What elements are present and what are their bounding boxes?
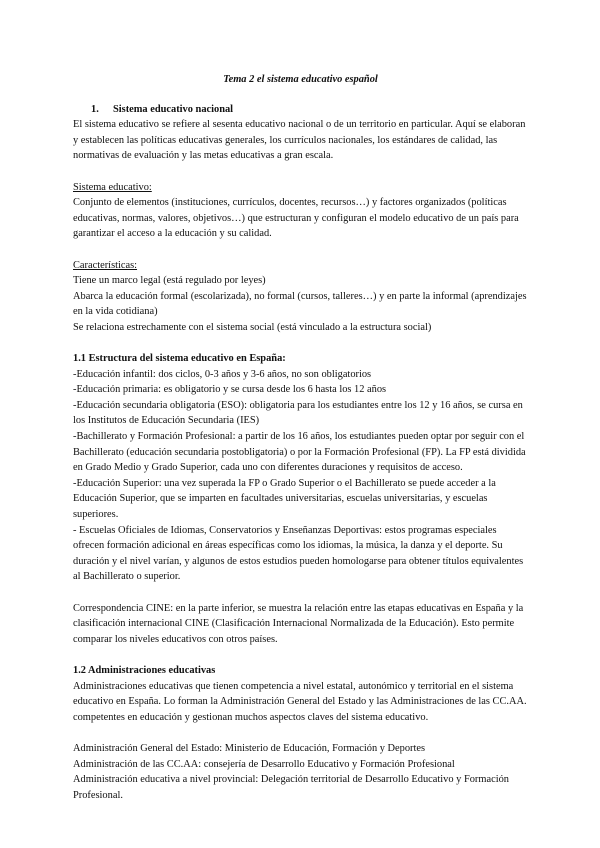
section-1-2-heading: 1.2 Administraciones educativas: [73, 664, 216, 676]
structure-item: -Educación primaria: es obligatorio y se cursa desde los 6 hasta los 12 años: [73, 384, 387, 396]
structure-item: -Educación infantil: dos ciclos, 0-3 años y 3-6 años, no son obligatorios: [73, 368, 372, 380]
document-page: [73, 72, 528, 803]
characteristic-item: Se relaciona estrechamente con el sistema social (está vinculado a la estructura social): [73, 321, 432, 333]
administration-item: Administración educativa a nivel provincial: Delegación territorial de Desarrollo Educativo y Formación Profesional.: [73, 774, 509, 801]
section-1-number: 1.: [91, 103, 99, 115]
structure-item: -Educación secundaria obligatoria (ESO): obligatoria para los estudiantes entre los 12 y 16 años, se cursa en los Institutos de Educación Secundaria (IES): [73, 399, 523, 427]
definition-text: Conjunto de elementos (instituciones, currículos, docentes, recursos…) y factores organizados (políticas educativas, normas, valores, objetivos…) que estructuran y configuran el modelo educativo de un país para garantizar el acceso a la educación y su calidad.: [73, 197, 519, 240]
characteristics-label: Características:: [73, 259, 138, 271]
administration-item: Administración de las CC.AA: consejería de Desarrollo Educativo y Formación Profesional: [73, 758, 455, 770]
cine-paragraph: Correspondencia CINE: en la parte inferior, se muestra la relación entre las etapas educativas en España y la clasificación internacional CINE (Clasificación Internacional Normalizada de la Educación). Esto permite comparar los niveles educativos con otros países.: [73, 602, 524, 645]
section-1-intro: El sistema educativo se refiere al sesenta educativo nacional o de un territorio en particular. Aquí se elaboran y establecen las políticas educativas generales, los currículos nacionales, los estándares de calidad, las normativas de evaluación y las metas educativas a gran escala.: [73, 119, 526, 162]
administration-item: Administración General del Estado: Ministerio de Educación, Formación y Deportes: [73, 742, 426, 754]
document-title: Tema 2 el sistema educativo español: [223, 74, 378, 85]
section-1-2-intro: Administraciones educativas que tienen competencia a nivel estatal, autonómico y territorial en el sistema educativo en España. Lo forman la Administración General del Estado y las Administraciones de las CC.AA. competentes en educación y gestionan muchos aspectos claves del sistema educativo.: [73, 680, 527, 723]
characteristic-item: Abarca la educación formal (escolarizada), no formal (cursos, talleres…) y en parte la informal (aprendizajes en la vida cotidiana): [73, 290, 527, 318]
definition-label: Sistema educativo:: [73, 181, 152, 193]
structure-item: -Bachillerato y Formación Profesional: a partir de los 16 años, los estudiantes pueden optar por seguir con el Bachillerato (educación secundaria postobligatoria) o por la Formación Profesional (FP). La FP está dividida en Grado Medio y Grado Superior, cada uno con diferentes duraciones y requisitos de acceso.: [73, 431, 526, 474]
structure-item: -Educación Superior: una vez superada la FP o Grado Superior o el Bachillerato se puede acceder a la Educación Superior, que se imparten en facultades universitarias, escuelas universitarias, y escuelas superiores.: [73, 477, 496, 521]
section-1-heading: [73, 102, 528, 118]
characteristic-item: Tiene un marco legal (está regulado por leyes): [73, 275, 266, 287]
section-1-1-heading: 1.1 Estructura del sistema educativo en España:: [73, 353, 286, 365]
section-1-title: Sistema educativo nacional: [113, 103, 234, 115]
structure-item: - Escuelas Oficiales de Idiomas, Conservatorios y Enseñanzas Deportivas: estos programas especiales ofrecen formación adicional en áreas específicas como los idiomas, la música, la danza y el deporte. Su duración y el nivel varían, y algunos de estos estudios pueden homologarse para obtener títulos equivalentes al Bachillerato o superior.: [73, 524, 524, 583]
